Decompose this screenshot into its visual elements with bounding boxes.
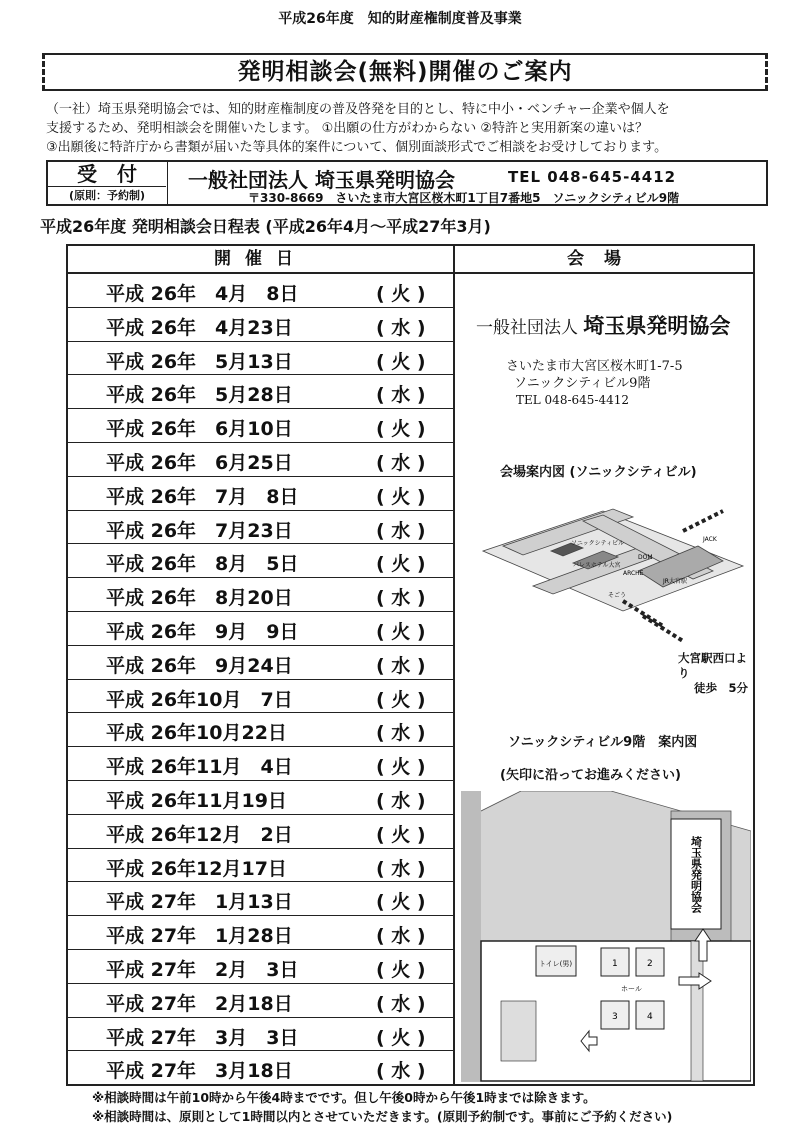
- reception-label-cell: [48, 162, 168, 204]
- venue-org-prefix: 一般社団法人: [476, 318, 578, 338]
- map-label-station: JR大宮駅: [663, 578, 687, 585]
- floor-stair-left: [501, 1001, 536, 1061]
- reception-address: 〒330-8669 さいたま市大宮区桜木町1丁目7番地5 ソニックシティビル9階: [248, 191, 680, 205]
- venue-map: [463, 491, 753, 651]
- schedule-row: [68, 578, 453, 612]
- schedule-row: [68, 882, 453, 916]
- row-weekday: ( 火 ): [376, 1026, 426, 1049]
- row-date: 平成 26年12月 2日: [106, 823, 293, 846]
- row-weekday: ( 水 ): [376, 316, 426, 339]
- schedule-row: [68, 680, 453, 714]
- reception-tel: TEL 048-645-4412: [508, 168, 677, 186]
- schedule-row: [68, 1018, 453, 1052]
- row-weekday: ( 火 ): [376, 621, 426, 643]
- floor-title: ソニックシティビル9階 案内図: [508, 735, 698, 750]
- venue-address-2: ソニックシティビル9階: [514, 376, 651, 391]
- floor-stair-right: [691, 941, 703, 1081]
- note-1: ※相談時間は午前10時から午後4時までです。但し午後0時から午後1時までは除きます。: [92, 1090, 596, 1105]
- walk-note: [678, 651, 753, 696]
- schedule-row: [68, 477, 453, 511]
- schedule-row: [68, 781, 453, 815]
- row-date: 平成 26年 6月25日: [106, 452, 293, 474]
- elevator-1-label: 1: [612, 959, 618, 969]
- row-weekday: ( 水 ): [376, 452, 426, 474]
- schedule-table: [66, 244, 755, 1086]
- row-date: 平成 26年 9月24日: [106, 654, 293, 677]
- walk-note-1: 大宮駅西口より: [678, 651, 747, 680]
- row-date: 平成 27年 1月13日: [106, 891, 293, 914]
- row-weekday: ( 水 ): [376, 992, 426, 1015]
- toilet-label: トイレ(男): [539, 960, 573, 968]
- note-2: ※相談時間は、原則として1時間以内とさせていただきます。(原則予約制です。事前にご予約ください): [92, 1109, 673, 1124]
- row-date: 平成 26年11月 4日: [106, 756, 293, 779]
- venue-tel: TEL 048-645-4412: [516, 393, 630, 407]
- elevator-4-label: 4: [647, 1012, 653, 1022]
- row-date: 平成 27年 3月18日: [106, 1060, 293, 1083]
- page-title: 発明相談会(無料)開催のご案内: [42, 53, 768, 91]
- row-date: 平成 26年11月19日: [106, 790, 287, 812]
- floor-left-block: [461, 791, 481, 1081]
- row-weekday: ( 水 ): [376, 519, 426, 542]
- row-weekday: ( 火 ): [376, 350, 426, 373]
- row-date: 平成 26年 5月28日: [106, 384, 293, 407]
- map-label-arche: ARCHE: [623, 570, 644, 577]
- row-weekday: ( 火 ): [376, 823, 426, 846]
- row-date: 平成 27年 1月28日: [106, 925, 293, 948]
- floor-map: [461, 791, 751, 1083]
- row-date: 平成 26年 7月 8日: [106, 485, 299, 508]
- map-label-jack: JACK: [703, 536, 717, 543]
- row-weekday: ( 水 ): [376, 1060, 426, 1083]
- row-weekday: ( 水 ): [376, 722, 426, 745]
- header-venue: 会場: [455, 246, 753, 274]
- row-date: 平成 26年 9月 9日: [106, 621, 299, 643]
- reception-box: [46, 160, 768, 206]
- reception-note: (原則：予約制): [68, 189, 146, 202]
- elevator-2-label: 2: [647, 959, 653, 969]
- map-rail-3: [623, 601, 663, 626]
- row-date: 平成 26年12月17日: [106, 857, 287, 880]
- row-date: 平成 27年 2月18日: [106, 992, 293, 1015]
- footer-notes: [92, 1088, 672, 1126]
- floor-subtitle: (矢印に沿ってお進みください): [500, 768, 681, 783]
- venue-org: [476, 310, 730, 340]
- row-date: 平成 27年 2月 3日: [106, 959, 299, 981]
- schedule-row: [68, 646, 453, 680]
- map-label-sonic: ソニックシティビル: [571, 540, 625, 547]
- map-label-sogo: そごう: [608, 592, 627, 599]
- row-weekday: ( 火 ): [376, 756, 426, 779]
- schedule-title: 平成26年度 発明相談会日程表 (平成26年4月～平成27年3月): [40, 217, 491, 236]
- venue-org-name: 埼玉県発明協会: [583, 314, 731, 338]
- row-date: 平成 26年 7月23日: [106, 519, 293, 542]
- intro-line-2: 支援するため、発明相談会を開催いたします。 ①出願の仕方がわからない ②特許と実用新案の違いは？: [46, 121, 649, 136]
- elevator-3-label: 3: [612, 1012, 618, 1022]
- association-label: 埼玉県発明協会: [689, 836, 703, 913]
- map-label-dom: DOM: [638, 554, 653, 561]
- intro-text: [46, 100, 766, 157]
- row-weekday: ( 火 ): [376, 485, 426, 508]
- row-date: 平成 26年10月22日: [106, 722, 287, 745]
- row-date: 平成 26年 4月 8日: [106, 283, 299, 305]
- header-date: 開催日: [68, 246, 453, 274]
- schedule-row: [68, 1051, 453, 1085]
- schedule-row: [68, 916, 453, 950]
- reception-org: 一般社団法人 埼玉県発明協会: [188, 168, 455, 192]
- row-date: 平成 26年10月 7日: [106, 688, 293, 711]
- intro-line-1: （一社）埼玉県発明協会では、知的財産権制度の普及啓発を目的とし、特に中小・ベンチャー企業や個人を: [46, 102, 670, 117]
- row-date: 平成 27年 3月 3日: [106, 1026, 299, 1049]
- venue-address: [506, 358, 683, 409]
- row-weekday: ( 水 ): [376, 587, 426, 610]
- hall-label: ホール: [621, 985, 642, 993]
- map-label-palace: パレスホテル大宮: [573, 562, 621, 569]
- row-weekday: ( 火 ): [376, 418, 426, 441]
- row-date: 平成 26年 4月23日: [106, 316, 293, 339]
- schedule-row: [68, 308, 453, 342]
- schedule-row: [68, 713, 453, 747]
- row-date: 平成 26年 5月13日: [106, 350, 293, 373]
- walk-note-2: 徒歩 5分: [694, 681, 749, 695]
- schedule-row: [68, 950, 453, 984]
- row-weekday: ( 水 ): [376, 654, 426, 677]
- row-weekday: ( 火 ): [376, 688, 426, 711]
- schedule-row: [68, 815, 453, 849]
- schedule-row: [68, 544, 453, 578]
- column-divider: [453, 246, 455, 1084]
- venue-address-1: さいたま市大宮区桜木町1-7-5: [506, 359, 683, 374]
- top-subtitle: 平成26年度 知的財産権制度普及事業: [278, 11, 522, 27]
- row-weekday: ( 水 ): [376, 857, 426, 880]
- schedule-row: [68, 342, 453, 376]
- row-weekday: ( 火 ): [376, 959, 426, 981]
- row-date: 平成 26年 8月 5日: [106, 553, 299, 576]
- row-weekday: ( 水 ): [376, 384, 426, 407]
- row-weekday: ( 火 ): [376, 891, 426, 914]
- row-date: 平成 26年 8月20日: [106, 587, 293, 610]
- schedule-row: [68, 274, 453, 308]
- map-title: 会場案内図 (ソニックシティビル): [500, 465, 697, 480]
- row-weekday: ( 水 ): [376, 790, 426, 812]
- row-weekday: ( 水 ): [376, 925, 426, 948]
- schedule-row: [68, 984, 453, 1018]
- row-date: 平成 26年 6月10日: [106, 418, 293, 441]
- map-rail-2: [643, 616, 683, 641]
- schedule-row: [68, 747, 453, 781]
- schedule-row: [68, 443, 453, 477]
- schedule-row: [68, 511, 453, 545]
- intro-line-3: ③出願後に特許庁から書類が届いた等具体的案件について、個別面談形式でご相談をお受けしております。: [46, 140, 668, 155]
- reception-label: 受 付: [48, 162, 166, 187]
- schedule-row: [68, 612, 453, 646]
- row-weekday: ( 火 ): [376, 553, 426, 576]
- map-rail-1: [683, 511, 723, 531]
- row-weekday: ( 火 ): [376, 283, 426, 305]
- schedule-row: [68, 849, 453, 883]
- schedule-row: [68, 409, 453, 443]
- schedule-row: [68, 375, 453, 409]
